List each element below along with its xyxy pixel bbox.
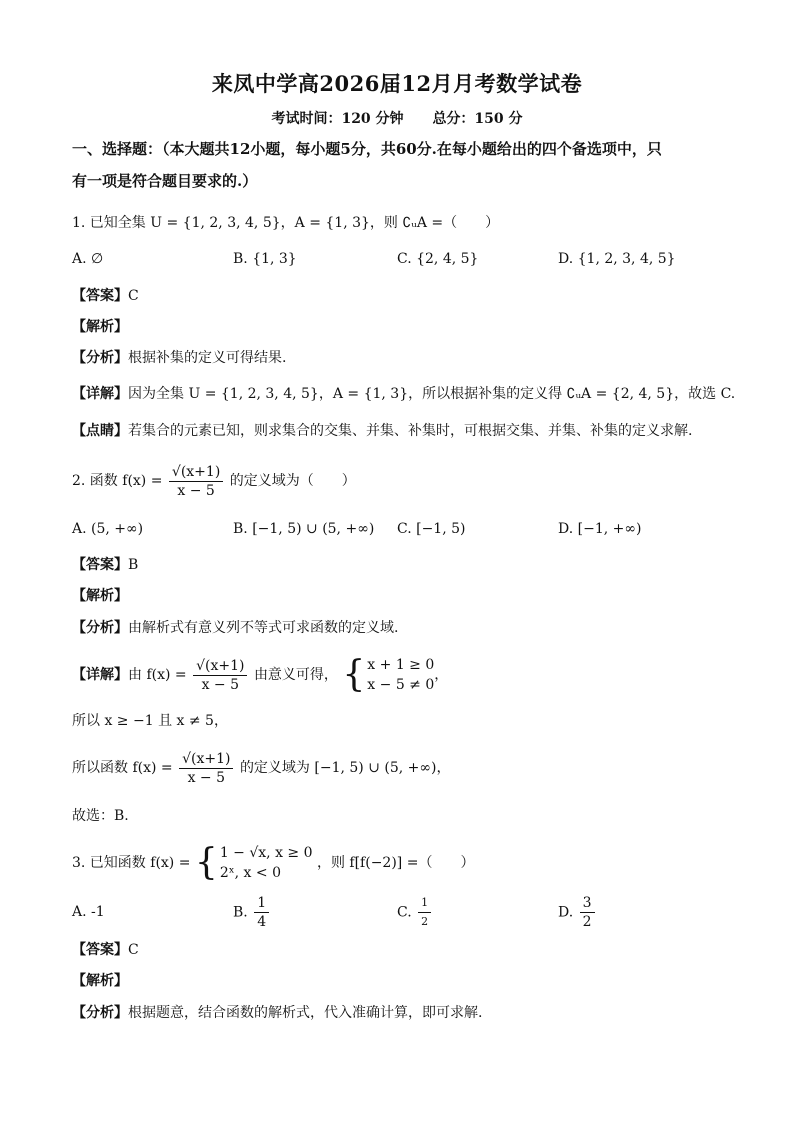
q2-fenxi-text: 由解析式有意义列不等式可求函数的定义域. xyxy=(128,620,399,636)
q1-option-a: A. ∅ xyxy=(72,251,104,267)
q1-analysis xyxy=(72,317,128,337)
q2-domain-suffix: 的定义域为 [−1, 5) ∪ (5, +∞)， xyxy=(239,760,451,776)
q3-option-c-fraction xyxy=(418,894,431,931)
q2-option-d: D. [−1, +∞) xyxy=(558,521,642,537)
q2-analysis xyxy=(72,586,128,606)
q2-domain-prefix: 所以函数 f(x) = xyxy=(72,760,173,776)
exam-title: 来凤中学高2026届12月月考数学试卷 xyxy=(211,71,583,96)
q3-fenxi xyxy=(72,1003,482,1023)
q1-stem: 1. 已知全集 U = {1, 2, 3, 4, 5}，A = {1, 3}，则 ∁ᵤA =（ ） xyxy=(72,215,500,231)
q2-answer-value: B xyxy=(128,557,139,573)
q2-option-b: B. [−1, 5) ∪ (5, +∞) xyxy=(233,521,375,537)
left-brace: { xyxy=(194,842,218,883)
q1-fenxi xyxy=(72,348,286,368)
q3-option-c-den: 2 xyxy=(421,915,429,928)
q3-option-d-label: D. xyxy=(558,904,574,921)
analysis-label: 【解析】 xyxy=(72,588,128,604)
q2-option-c: C. [−1, 5) xyxy=(397,521,466,537)
q3-option-d-num: 3 xyxy=(580,894,595,913)
answer-label: 【答案】 xyxy=(72,288,128,304)
q3-option-c-num: 1 xyxy=(418,894,431,913)
q2-fraction-den: x − 5 xyxy=(177,482,215,499)
q2-ineq-2: x − 5 ≠ 0 xyxy=(367,677,435,693)
fenxi-label: 【分析】 xyxy=(72,350,128,366)
q2-detail-num: √(x+1) xyxy=(193,657,247,676)
q1-option-c: C. {2, 4, 5} xyxy=(397,251,479,267)
q2-domain-den: x − 5 xyxy=(187,769,225,786)
answer-label: 【答案】 xyxy=(72,942,128,958)
q3-option-c xyxy=(397,894,433,931)
q3-case-1: 1 − √x, x ≥ 0 xyxy=(219,845,313,861)
q2-detail-den: x − 5 xyxy=(201,676,239,693)
q2-fenxi xyxy=(72,618,398,638)
q1-answer-value: C xyxy=(128,288,139,304)
q3-answer xyxy=(72,940,139,960)
q3-option-d-fraction xyxy=(580,894,595,931)
q3-option-a: A. -1 xyxy=(72,904,105,920)
q2-detail-prefix: 由 f(x) = xyxy=(128,667,187,683)
q3-option-c-label: C. xyxy=(397,904,412,921)
exam-total-score: 总分：150 分 xyxy=(432,111,523,127)
q2-domain-num: √(x+1) xyxy=(179,750,233,769)
left-brace: { xyxy=(342,654,366,695)
q1-fenxi-text: 根据补集的定义可得结果. xyxy=(128,350,287,366)
q2-detail-comma: ， xyxy=(434,667,449,683)
section-heading: 一、选择题：（本大题共12小题，每小题5分，共60分.在每小题给出的四个备选项中，只 xyxy=(72,140,662,158)
q2-so-line: 所以 x ≥ −1 且 x ≠ 5， xyxy=(72,713,228,729)
q1-option-b: B. {1, 3} xyxy=(233,251,297,267)
q1-comment-text: 若集合的元素已知，则求集合的交集、并集、补集时，可根据交集、并集、补集的定义求解. xyxy=(128,423,693,439)
fenxi-label: 【分析】 xyxy=(72,620,128,636)
q2-choice: 故选：B. xyxy=(72,808,129,824)
section-heading-cont: 有一项是符合题目要求的.） xyxy=(72,172,258,190)
q3-stem-suffix: ，则 f[f(−2)] =（ ） xyxy=(316,855,475,871)
q2-option-a: A. (5, +∞) xyxy=(72,521,144,537)
q2-inequality-system xyxy=(367,655,434,695)
q2-stem-suffix: 的定义域为（ ） xyxy=(229,473,356,489)
q3-stem xyxy=(72,840,474,886)
q2-detail xyxy=(72,652,448,698)
answer-label: 【答案】 xyxy=(72,557,128,573)
detail-label: 【详解】 xyxy=(72,386,128,402)
q1-answer xyxy=(72,286,139,306)
q2-fraction xyxy=(169,463,223,500)
q3-option-b-num: 1 xyxy=(254,894,269,913)
q2-answer xyxy=(72,555,138,575)
q3-stem-prefix: 3. 已知函数 f(x) = xyxy=(72,855,191,871)
q3-option-b-den: 4 xyxy=(257,914,267,930)
q2-ineq-1: x + 1 ≥ 0 xyxy=(367,657,435,673)
q3-case-2: 2ˣ, x < 0 xyxy=(219,865,281,881)
q2-detail-mid: 由意义可得， xyxy=(253,667,338,683)
q1-detail xyxy=(72,384,735,404)
q1-option-d: D. {1, 2, 3, 4, 5} xyxy=(558,251,676,267)
q2-domain-line xyxy=(72,745,451,791)
q3-piecewise xyxy=(220,843,313,883)
analysis-label: 【解析】 xyxy=(72,973,128,989)
q3-option-b-label: B. xyxy=(233,904,248,921)
q1-detail-text: 因为全集 U = {1, 2, 3, 4, 5}，A = {1, 3}，所以根据补集的定义得 ∁ᵤA = {2, 4, 5}，故选 C. xyxy=(128,386,736,402)
detail-label: 【详解】 xyxy=(72,667,128,683)
q3-option-d xyxy=(558,894,597,931)
q2-detail-fraction xyxy=(193,657,247,694)
q2-domain-fraction xyxy=(179,750,233,787)
q3-option-d-den: 2 xyxy=(582,914,592,930)
fenxi-label: 【分析】 xyxy=(72,1005,128,1021)
exam-time: 考试时间：120 分钟 xyxy=(271,111,404,127)
q3-answer-value: C xyxy=(128,942,139,958)
q3-option-b-fraction xyxy=(254,894,269,931)
q3-analysis xyxy=(72,971,128,991)
exam-subtitle xyxy=(0,108,794,128)
q2-stem xyxy=(72,458,356,504)
q2-fraction-num: √(x+1) xyxy=(169,463,223,482)
q2-stem-prefix: 2. 函数 f(x) = xyxy=(72,473,163,489)
analysis-label: 【解析】 xyxy=(72,319,128,335)
q3-fenxi-text: 根据题意，结合函数的解析式，代入准确计算，即可求解. xyxy=(128,1005,483,1021)
comment-label: 【点睛】 xyxy=(72,423,128,439)
q1-comment xyxy=(72,421,692,441)
q3-option-b xyxy=(233,894,271,931)
